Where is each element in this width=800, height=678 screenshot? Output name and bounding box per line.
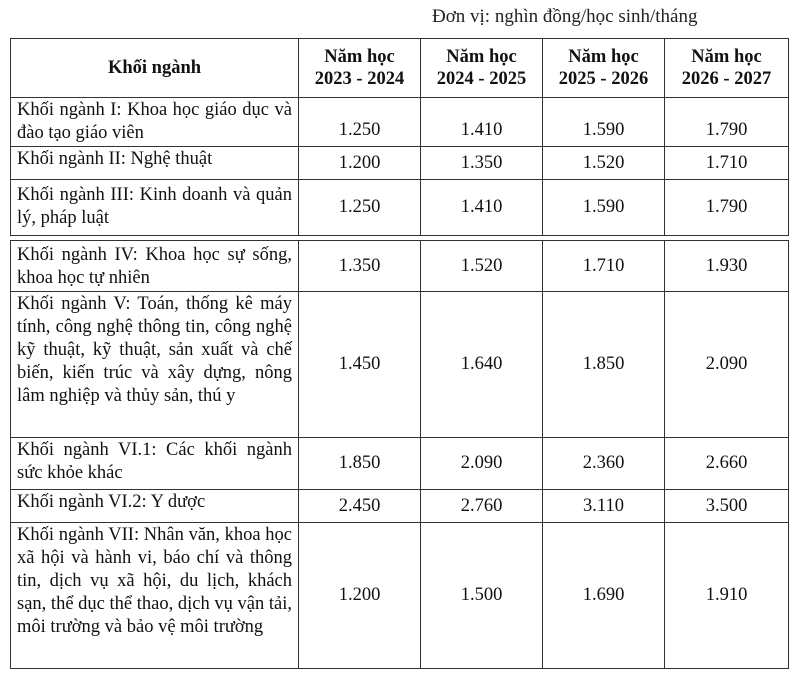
row-value: 2.090 [665, 292, 789, 438]
row-value: 1.790 [665, 180, 789, 236]
row-value: 3.500 [665, 490, 789, 523]
row-value: 2.360 [543, 438, 665, 490]
row-value: 1.200 [299, 147, 421, 180]
table-row [11, 147, 789, 180]
row-value: 1.450 [299, 292, 421, 438]
table-row [11, 438, 789, 490]
row-name: Khối ngành VII: Nhân văn, khoa học xã hội và hành vi, báo chí và thông tin, dịch vụ xã hội, du lịch, khách sạn, thể dục thể thao, dịch vụ vận tải, môi trường và bảo vệ môi trường [11, 523, 299, 669]
table-row [11, 490, 789, 523]
row-value: 1.850 [543, 292, 665, 438]
header-row [11, 39, 789, 98]
row-value: 1.410 [421, 98, 543, 147]
row-value: 1.640 [421, 292, 543, 438]
row-value: 1.790 [665, 98, 789, 147]
header-year-2-line2: 2024 - 2025 [436, 69, 527, 89]
row-name: Khối ngành VI.2: Y dược [11, 490, 299, 523]
row-value: 1.410 [421, 180, 543, 236]
header-year-3-line1: Năm học [568, 47, 639, 67]
row-name: Khối ngành I: Khoa học giáo dục và đào tạo giáo viên [11, 98, 299, 147]
header-year-3 [543, 39, 665, 98]
row-value: 1.910 [665, 523, 789, 669]
row-name: Khối ngành IV: Khoa học sự sống, khoa học tự nhiên [11, 241, 299, 292]
header-year-1 [299, 39, 421, 98]
header-year-3-line2: 2025 - 2026 [558, 69, 649, 89]
row-value: 2.090 [421, 438, 543, 490]
row-value: 1.590 [543, 98, 665, 147]
row-value: 1.250 [299, 98, 421, 147]
header-khoi-nganh: Khối ngành [11, 39, 299, 98]
row-value: 2.660 [665, 438, 789, 490]
table-row [11, 292, 789, 438]
header-year-4-line2: 2026 - 2027 [681, 69, 772, 89]
header-year-4-line1: Năm học [691, 47, 762, 67]
header-year-1-line1: Năm học [324, 47, 395, 67]
table-row [11, 241, 789, 292]
header-year-4 [665, 39, 789, 98]
row-value: 1.710 [543, 241, 665, 292]
row-value: 1.500 [421, 523, 543, 669]
row-value: 1.850 [299, 438, 421, 490]
row-value: 1.520 [421, 241, 543, 292]
row-value: 1.350 [421, 147, 543, 180]
tuition-table [10, 38, 789, 669]
unit-note: Đơn vị: nghìn đồng/học sinh/tháng [432, 6, 698, 27]
row-value: 1.930 [665, 241, 789, 292]
row-value: 3.110 [543, 490, 665, 523]
row-value: 1.520 [543, 147, 665, 180]
row-value: 1.250 [299, 180, 421, 236]
header-year-2-line1: Năm học [446, 47, 517, 67]
row-value: 1.690 [543, 523, 665, 669]
row-name: Khối ngành III: Kinh doanh và quản lý, pháp luật [11, 180, 299, 236]
table-row [11, 98, 789, 147]
row-name: Khối ngành II: Nghệ thuật [11, 147, 299, 180]
row-value: 1.710 [665, 147, 789, 180]
header-year-1-line2: 2023 - 2024 [314, 69, 405, 89]
row-value: 2.760 [421, 490, 543, 523]
table-row [11, 523, 789, 669]
table-row [11, 180, 789, 236]
row-value: 1.350 [299, 241, 421, 292]
row-name: Khối ngành V: Toán, thống kê máy tính, công nghệ thông tin, công nghệ kỹ thuật, kỹ thuật, sản xuất và chế biến, kiến trúc và xây dựng, nông lâm nghiệp và thủy sản, thú y [11, 292, 299, 438]
row-name: Khối ngành VI.1: Các khối ngành sức khỏe khác [11, 438, 299, 490]
row-value: 2.450 [299, 490, 421, 523]
row-value: 1.200 [299, 523, 421, 669]
header-year-2 [421, 39, 543, 98]
row-value: 1.590 [543, 180, 665, 236]
